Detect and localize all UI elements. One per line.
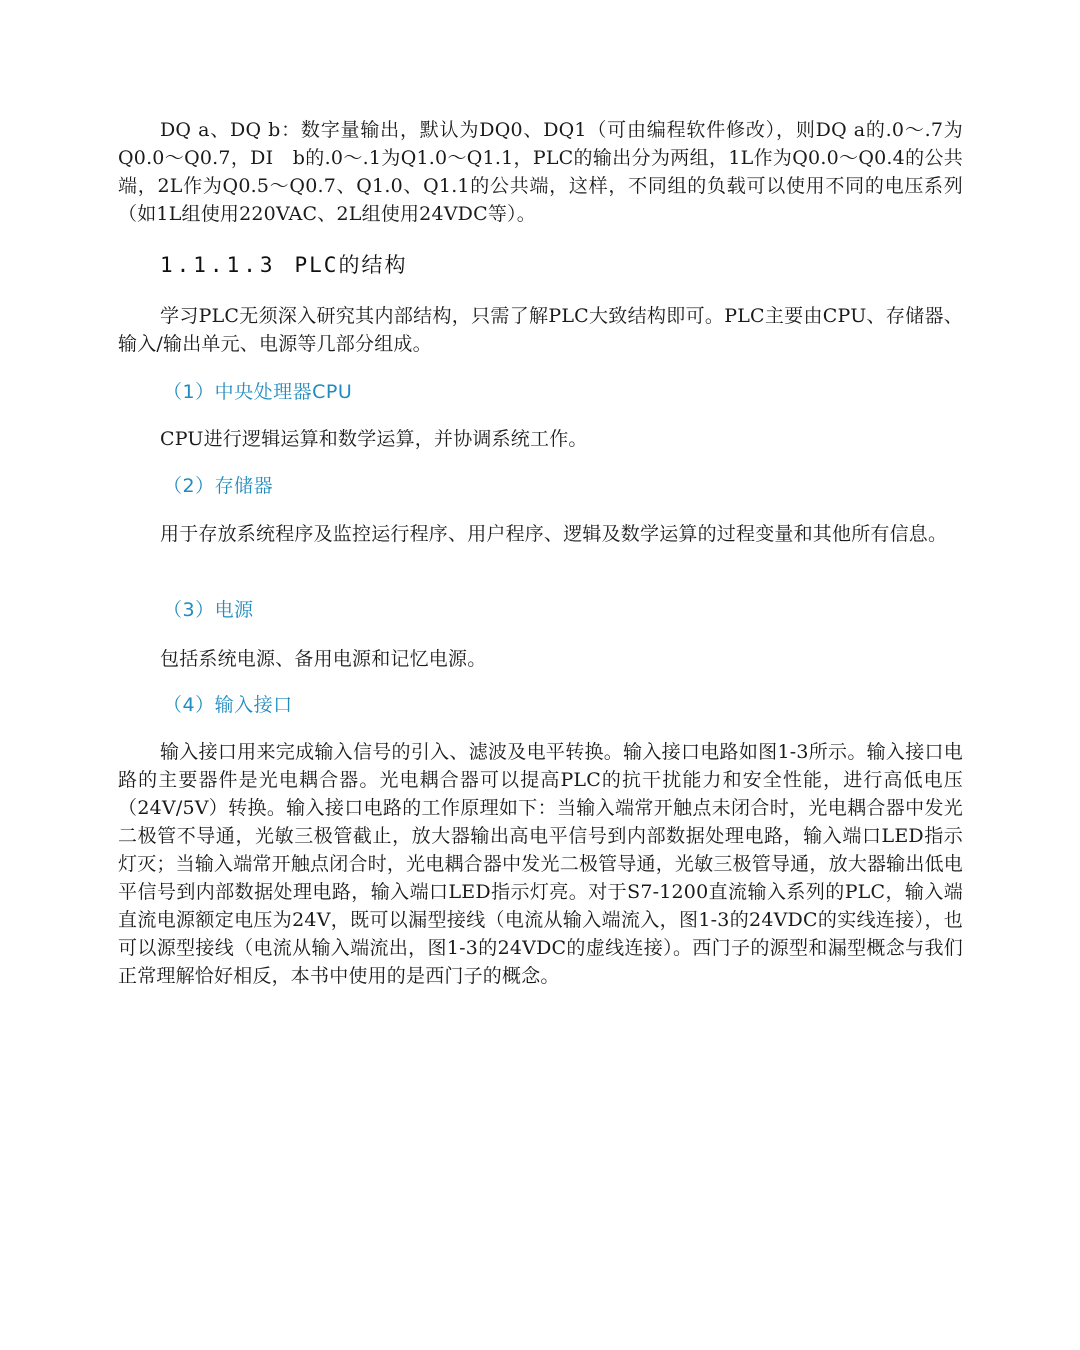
subheading-memory: （2）存储器: [163, 475, 274, 497]
paragraph-memory: 用于存放系统程序及监控运行程序、用户程序、逻辑及数学运算的过程变量和其他所有信息。: [160, 523, 948, 545]
paragraph-plc-structure: 学习PLC无须深入研究其内部结构，只需了解PLC大致结构即可。PLC主要由CPU、存储器、输入/输出单元、电源等几部分组成。: [118, 305, 963, 355]
paragraph-input-interface: 输入接口用来完成输入信号的引入、滤波及电平转换。输入接口电路如图1-3所示。输入接口电路的主要器件是光电耦合器。光电耦合器可以提高PLC的抗干扰能力和安全性能，进行高低电压（24V/5V）转换。输入接口电路的工作原理如下：当输入端常开触点未闭合时，光电耦合器中发光二极管不导通，光敏三极管截止，放大器输出高电平信号到内部数据处理电路，输入端口LED指示灯灭；当输入端常开触点闭合时，光电耦合器中发光二极管导通，光敏三极管导通，放大器输出低电平信号到内部数据处理电路，输入端口LED指示灯亮。对于S7-1200直流输入系列的PLC，输入端直流电源额定电压为24V，既可以漏型接线（电流从输入端流入，图1-3的24VDC的实线连接），也可以源型接线（电流从输入端流出，图1-3的24VDC的虚线连接）。西门子的源型和漏型概念与我们正常理解恰好相反，本书中使用的是西门子的概念。: [118, 741, 964, 987]
subheading-cpu: （1）中央处理器CPU: [163, 381, 353, 403]
subheading-input-interface: （4）输入接口: [163, 694, 293, 716]
section-number: 1.1.1.3: [160, 253, 277, 277]
section-title: PLC的结构: [294, 253, 408, 277]
section-heading: [160, 250, 407, 280]
paragraph-power: 包括系统电源、备用电源和记忆电源。: [160, 648, 487, 670]
paragraph-dq-output: DQ a、DQ b：数字量输出，默认为DQ0、DQ1（可由编程软件修改），则DQ a的.0～.7为Q0.0～Q0.7，DI b的.0～.1为Q1.0～Q1.1，PLC的输出分为两组，1L作为Q0.0～Q0.4的公共端，2L作为Q0.5～Q0.7、Q1.0、Q1.1的公共端，这样，不同组的负载可以使用不同的电压系列（如1L组使用220VAC、2L组使用24VDC等）。: [118, 119, 963, 225]
subheading-power: （3）电源: [163, 599, 254, 621]
paragraph-cpu: CPU进行逻辑运算和数学运算，并协调系统工作。: [160, 428, 588, 450]
